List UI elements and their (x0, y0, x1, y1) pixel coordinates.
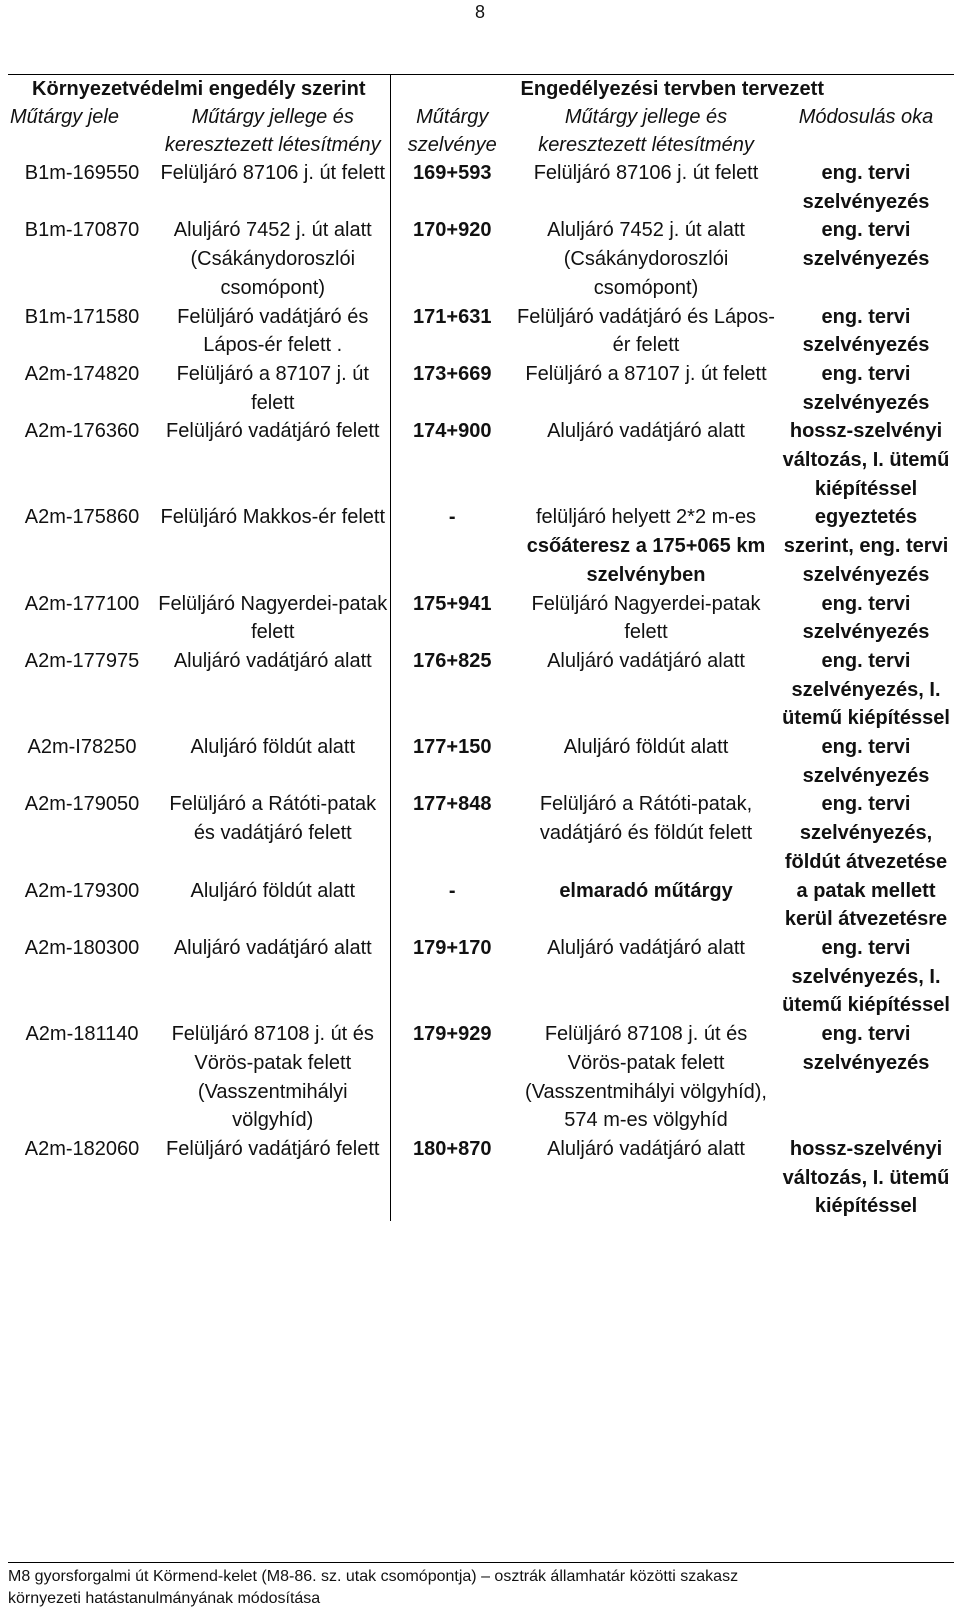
cell-jellege-left: Felüljáró 87106 j. út felett (156, 159, 390, 216)
cell-modosulas: eng. tervi szelvényezés (802, 736, 930, 787)
table-row (8, 877, 954, 934)
table-row (8, 303, 954, 360)
cell-jellege-right-bold-text: csőáteresz a 175+065 km szelvényben (526, 535, 766, 586)
cell-jellege-right-text: Aluljáró 7452 j. út alatt (Csákánydoroszlói csomópont) (547, 219, 745, 299)
table-row (8, 360, 954, 417)
cell-jele: A2m-179300 (24, 879, 140, 902)
cell-jellege-right-text: Felüljáró a Rátóti-patak, vadátjáró és földút felett (539, 793, 753, 845)
cell-jellege-left: Felüljáró a 87107 j. út felett (156, 360, 390, 417)
table-row (8, 934, 954, 1020)
cell-jellege-right-text: Felüljáró 87106 j. út felett (533, 162, 759, 184)
footer-line-1: M8 gyorsforgalmi út Körmend-kelet (M8-86. sz. utak csomópontja) – osztrák államhatár közötti szakasz (8, 1568, 739, 1585)
cell-jellege-right (514, 790, 778, 876)
cell-jellege-right-text: Aluljáró vadátjáró alatt (547, 1137, 745, 1160)
page-number: 8 (474, 2, 485, 22)
table-row (8, 647, 954, 733)
cell-jele: A2m-174820 (24, 362, 140, 385)
cell-modosulas: eng. tervi szelvényezés (802, 305, 930, 357)
cell-szelvenye: 176+825 (413, 649, 492, 672)
cell-jellege-right (514, 877, 778, 934)
cell-jellege-right-text: Aluljáró vadátjáró alatt (547, 420, 745, 443)
group-header-right: Engedélyezési tervben tervezett (390, 75, 954, 104)
cell-jellege-right-text: Aluljáró vadátjáró alatt (547, 936, 745, 959)
cell-modosulas: a patak mellett kerül átvezetésre (784, 879, 948, 931)
footer-divider (8, 1562, 954, 1563)
cell-jellege-right (514, 934, 778, 1020)
table-row (8, 1135, 954, 1221)
structures-table (8, 74, 954, 1221)
cell-jellege-left: Felüljáró 87108 j. út és Vörös-patak felett (Vasszentmihályi völgyhíd) (156, 1020, 390, 1135)
cell-modosulas: eng. tervi szelvényezés (802, 162, 930, 213)
col-header-jellege-left: Műtárgy jellege és keresztezett létesítmény (156, 103, 390, 159)
table-row (8, 733, 954, 790)
cell-szelvenye: 177+150 (413, 736, 492, 759)
cell-jellege-left: Felüljáró a Rátóti-patak és vadátjáró felett (156, 790, 390, 876)
table-row (8, 1020, 954, 1135)
cell-jele: B1m-171580 (24, 305, 140, 328)
table-row (8, 503, 954, 589)
cell-jele: A2m-176360 (24, 420, 140, 443)
cell-szelvenye: 174+900 (413, 420, 492, 443)
cell-jellege-left: Aluljáró földút alatt (156, 733, 390, 790)
table-row (8, 590, 954, 647)
cell-szelvenye: 180+870 (413, 1137, 492, 1160)
cell-jellege-right (514, 360, 778, 417)
cell-szelvenye: 170+920 (413, 219, 492, 242)
cell-jellege-right-text: Aluljáró földút alatt (563, 736, 729, 759)
cell-jellege-left: Aluljáró 7452 j. út alatt (Csákánydoroszlói csomópont) (156, 216, 390, 302)
table-row (8, 159, 954, 216)
cell-jellege-left: Felüljáró vadátjáró és Lápos-ér felett . (156, 303, 390, 360)
cell-jellege-right-text: felüljáró helyett 2*2 m-es (535, 506, 757, 529)
cell-jellege-right (514, 216, 778, 302)
cell-szelvenye: 175+941 (413, 592, 492, 615)
group-header-left: Környezetvédelmi engedély szerint (8, 75, 390, 104)
cell-szelvenye: - (448, 879, 456, 902)
cell-szelvenye: 177+848 (413, 793, 492, 816)
col-header-jellege-right: Műtárgy jellege és keresztezett létesítmény (538, 106, 754, 156)
table-column-header (8, 103, 954, 159)
cell-jellege-right (514, 1020, 778, 1135)
cell-szelvenye: 179+170 (413, 936, 492, 959)
cell-jellege-right (514, 647, 778, 733)
cell-jellege-right-bold-text: elmaradó műtárgy (559, 879, 733, 902)
cell-jellege-left: Aluljáró vadátjáró alatt (156, 647, 390, 733)
cell-modosulas: eng. tervi szelvényezés, I. ütemű kiépítéssel (782, 649, 950, 730)
table-row (8, 790, 954, 876)
cell-jellege-right-text: Felüljáró a 87107 j. út felett (525, 362, 767, 385)
cell-jele: A2m-181140 (25, 1023, 139, 1046)
cell-jellege-right-text: Aluljáró vadátjáró alatt (547, 649, 745, 672)
table-row (8, 417, 954, 503)
cell-jellege-right (514, 1135, 778, 1221)
footer-line-2: környezeti hatástanulmányának módosítása (8, 1590, 321, 1607)
cell-modosulas: eng. tervi szelvényezés (802, 219, 930, 271)
table-row (8, 216, 954, 302)
cell-jele: A2m-180300 (24, 936, 140, 959)
cell-jellege-right (514, 159, 778, 216)
cell-szelvenye: 179+929 (413, 1023, 492, 1046)
cell-jellege-right-text: Felüljáró vadátjáró és Lápos-ér felett (517, 305, 775, 357)
cell-modosulas: eng. tervi szelvényezés (802, 362, 930, 414)
cell-jellege-right (514, 503, 778, 589)
cell-jellege-right (514, 417, 778, 503)
cell-jellege-right (514, 303, 778, 360)
cell-modosulas: eng. tervi szelvényezés (802, 1023, 930, 1074)
cell-szelvenye: - (448, 506, 456, 529)
cell-szelvenye: 173+669 (413, 362, 492, 385)
cell-modosulas: eng. tervi szelvényezés, I. ütemű kiépítéssel (782, 936, 950, 1017)
page-footer (8, 1566, 954, 1610)
cell-jele: A2m-177975 (24, 649, 140, 672)
cell-jele: A2m-179050 (24, 793, 140, 816)
cell-jellege-left: Felüljáró Makkos-ér felett (156, 503, 390, 589)
cell-modosulas: hossz-szelvényi változás, I. ütemű kiépítéssel (782, 420, 950, 500)
cell-jellege-right (514, 590, 778, 647)
cell-jellege-left: Aluljáró földút alatt (156, 877, 390, 934)
cell-szelvenye: 169+593 (413, 162, 492, 184)
table-group-header (8, 75, 954, 104)
cell-modosulas: egyeztetés szerint, eng. tervi szelvényezés (783, 506, 949, 586)
cell-modosulas: eng. tervi szelvényezés (802, 592, 930, 644)
cell-jele: A2m-175860 (24, 506, 140, 529)
cell-jellege-left: Felüljáró Nagyerdei-patak felett (156, 590, 390, 647)
cell-jele: A2m-182060 (24, 1137, 140, 1160)
cell-modosulas: hossz-szelvényi változás, I. ütemű kiépítéssel (782, 1137, 950, 1218)
cell-jellege-left: Felüljáró vadátjáró felett (156, 1135, 390, 1221)
cell-szelvenye: 171+631 (413, 305, 492, 328)
cell-jele: A2m-I78250 (27, 736, 137, 759)
cell-jellege-left: Felüljáró vadátjáró felett (156, 417, 390, 503)
col-header-szelvenye: Műtárgy szelvénye (407, 106, 497, 156)
cell-jele: B1m-170870 (24, 219, 140, 242)
cell-jellege-left: Aluljáró vadátjáró alatt (156, 934, 390, 1020)
cell-jele: A2m-177100 (24, 592, 140, 615)
cell-jele: B1m-169550 (24, 162, 140, 184)
col-header-modosulas: Módosulás oka (798, 106, 934, 128)
cell-jellege-right (514, 733, 778, 790)
cell-modosulas: eng. tervi szelvényezés, földút átvezetése (784, 793, 948, 873)
cell-jellege-right-text: Felüljáró 87108 j. út és Vörös-patak felett (Vasszentmihályi völgyhíd), 574 m-es völgyhíd (525, 1023, 767, 1132)
col-header-jele: Műtárgy jele (10, 106, 119, 128)
cell-jellege-right-text: Felüljáró Nagyerdei-patak felett (531, 592, 761, 644)
